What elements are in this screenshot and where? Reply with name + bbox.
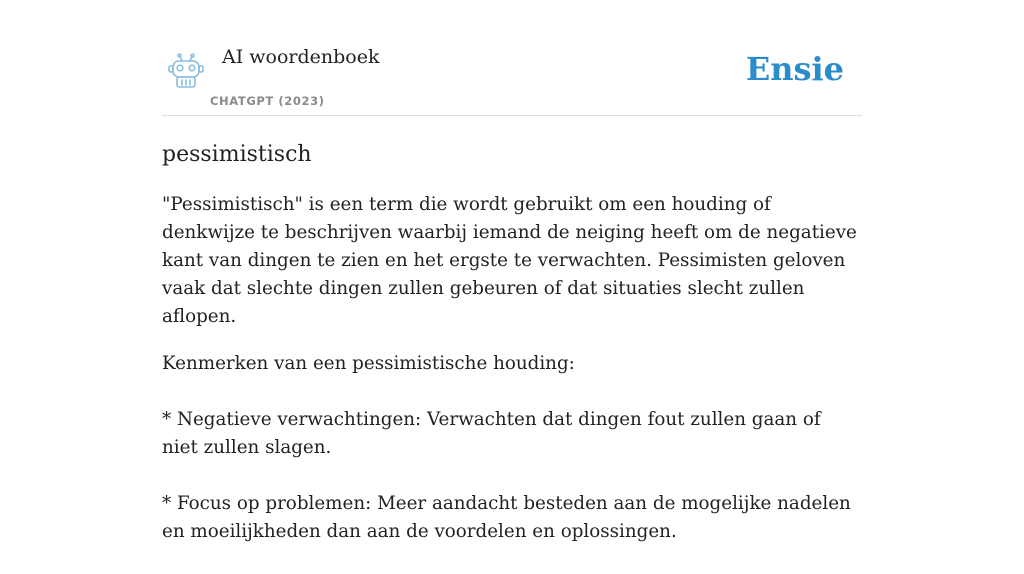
source-title: AI woordenboek: [222, 46, 380, 68]
list-heading: Kenmerken van een pessimistische houding:: [162, 353, 575, 374]
list-item: * Focus op problemen: Meer aandacht besteden aan de mogelijke nadelen en moeilijkheden dan aan de voordelen en oplossingen.: [162, 493, 851, 542]
robot-icon: [166, 52, 206, 90]
entry-term: pessimistisch: [162, 142, 312, 167]
list-item: * Negatieve verwachtingen: Verwachten dat dingen fout zullen gaan of niet zullen slagen.: [162, 409, 821, 458]
entry-header: [162, 40, 862, 116]
source-subtitle: CHATGPT (2023): [210, 94, 325, 108]
entry-container: [162, 40, 862, 574]
entry-intro: "Pessimistisch" is een term die wordt gebruikt om een houding of denkwijze te beschrijven waarbij iemand de neiging heeft om de negatieve kant van dingen te zien en het ergste te verwachten. Pessimisten geloven vaak dat slechte dingen zullen gebeuren of dat situaties slecht zullen aflopen.: [162, 194, 857, 327]
entry-body: [162, 191, 862, 546]
ensie-logo-link[interactable]: Ensie: [745, 50, 844, 88]
